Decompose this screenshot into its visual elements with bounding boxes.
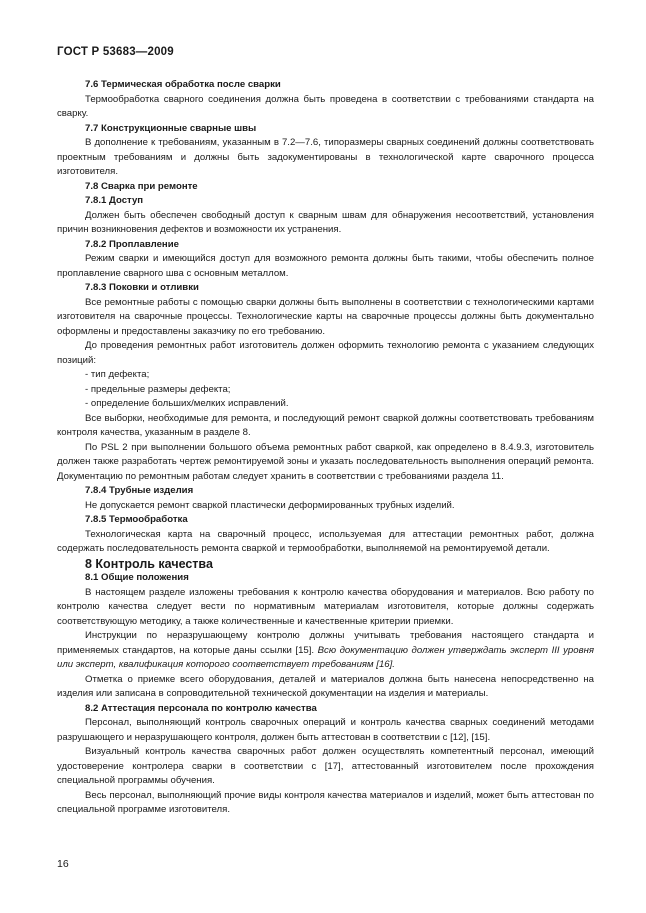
section-7-8-1-title: 7.8.1 Доступ	[85, 195, 144, 206]
section-8-1-text-3: Отметка о приемке всего оборудования, деталей и материалов должна быть нанесена непосредственно на изделия или записана в сопроводительной технической документации на изделия и материалы.	[57, 673, 594, 699]
list-item: - определение больших/мелких исправлений.	[85, 398, 289, 409]
section-8-2-text-3: Весь персонал, выполняющий прочие виды контроля качества материалов и изделий, может быть аттестован по специальной программе изготовителя.	[57, 789, 594, 815]
section-8-1-text-2-italic: Всю документацию должен утверждать эксперт III уровня или эксперт, квалификация которого соответствует требованиям [16].	[57, 644, 594, 670]
chapter-8-title: 8 Контроль качества	[85, 556, 213, 571]
section-7-6-title: 7.6 Термическая обработка после сварки	[85, 79, 281, 90]
section-8-2-text-1: Персонал, выполняющий контроль сварочных операций и контроль качества сварных соединений методами разрушающего и неразрушающего контроля, должен быть аттестован в соответствии с [12], [15].	[57, 717, 594, 743]
section-7-6-text: Термообработка сварного соединения должна быть проведена в соответствии с требованиями стандарта на сварку.	[57, 93, 594, 119]
section-7-8-3-text-1: Все ремонтные работы с помощью сварки должны быть выполнены в соответствии с технологическими картами изготовителя на сварочные процессы. Технологические карты на сварочные процессы должны быть документально оформлены и предоставлены заказчику по его требованию.	[57, 296, 594, 337]
section-7-8-3-text-3: Все выборки, необходимые для ремонта, и последующий ремонт сваркой должны соответствовать требованиям контроля качества, указанным в разделе 8.	[57, 412, 594, 438]
section-7-8-3-text-4: По PSL 2 при выполнении большого объема ремонтных работ сваркой, как определено в 8.4.9.3, изготовитель должен также разработать чертеж ремонтируемой зоны и указать последовательность выполнения операций ремонта. Документацию по ремонтным работам следует хранить в соответствии с требованиями раздела 11.	[57, 441, 594, 482]
section-7-7-title: 7.7 Конструкционные сварные швы	[85, 122, 257, 134]
section-7-8-1-text: Должен быть обеспечен свободный доступ к сварным швам для обнаружения несоответствий, установления причин возникновения дефектов и возможности их устранения.	[57, 209, 594, 235]
page-number: 16	[57, 858, 69, 870]
section-7-8-2-text: Режим сварки и имеющийся доступ для возможного ремонта должны быть такими, чтобы обеспечить полное проплавление сварного шва с основным металлом.	[57, 253, 594, 279]
section-7-8-3-title: 7.8.3 Поковки и отливки	[85, 282, 199, 293]
page-content	[57, 78, 594, 818]
section-7-8-3-text-2: До проведения ремонтных работ изготовитель должен оформить технологию ремонта с указанием следующих позиций:	[57, 340, 594, 366]
section-7-8-5-text: Технологическая карта на сварочный процесс, используемая для аттестации ремонтных работ, должна содержать последовательность ремонта сваркой и термообработки, выполняемой на ремонтируемой детали.	[57, 528, 594, 554]
section-8-2-text-2: Визуальный контроль качества сварочных работ должен осуществлять компетентный персонал, имеющий удостоверение контролера сварки в соответствии с [17], аттестованный изготовителем после прохождения специальной программы обучения.	[57, 746, 594, 786]
section-8-2-title: 8.2 Аттестация персонала по контролю качества	[85, 702, 317, 714]
section-8-1-title: 8.1 Общие положения	[85, 572, 189, 583]
section-7-8-4-text: Не допускается ремонт сваркой пластически деформированных трубных изделий.	[85, 499, 455, 511]
section-8-1-text-1: В настоящем разделе изложены требования к контролю качества оборудования и материалов. Всю работу по контролю качества следует вести по нормативным материалам изготовителя, которые должны содержать соответствующую методику, а также количественные и качественные критерии приемки.	[57, 586, 594, 627]
section-7-8-5-title: 7.8.5 Термообработка	[85, 514, 188, 525]
document-header: ГОСТ Р 53683—2009	[57, 46, 174, 58]
section-8-1-text-2	[57, 629, 594, 673]
list-item: - тип дефекта;	[85, 369, 150, 380]
section-7-7-text: В дополнение к требованиям, указанным в 7.2—7.6, типоразмеры сварных соединений должны соответствовать проектным требованиям и должны быть задокументированы в технологической карте сварочного процесса изготовителя.	[57, 137, 594, 177]
section-7-8-title: 7.8 Сварка при ремонте	[85, 180, 198, 192]
list-item: - предельные размеры дефекта;	[85, 383, 231, 395]
section-7-8-2-title: 7.8.2 Проплавление	[85, 238, 179, 250]
section-8-1-text-2-normal: Инструкции по неразрушающему контролю должны учитывать требования настоящего стандарта и применяемых стандартов, на которые даны ссылки [15].	[57, 630, 594, 656]
section-7-8-4-title: 7.8.4 Трубные изделия	[85, 485, 194, 496]
